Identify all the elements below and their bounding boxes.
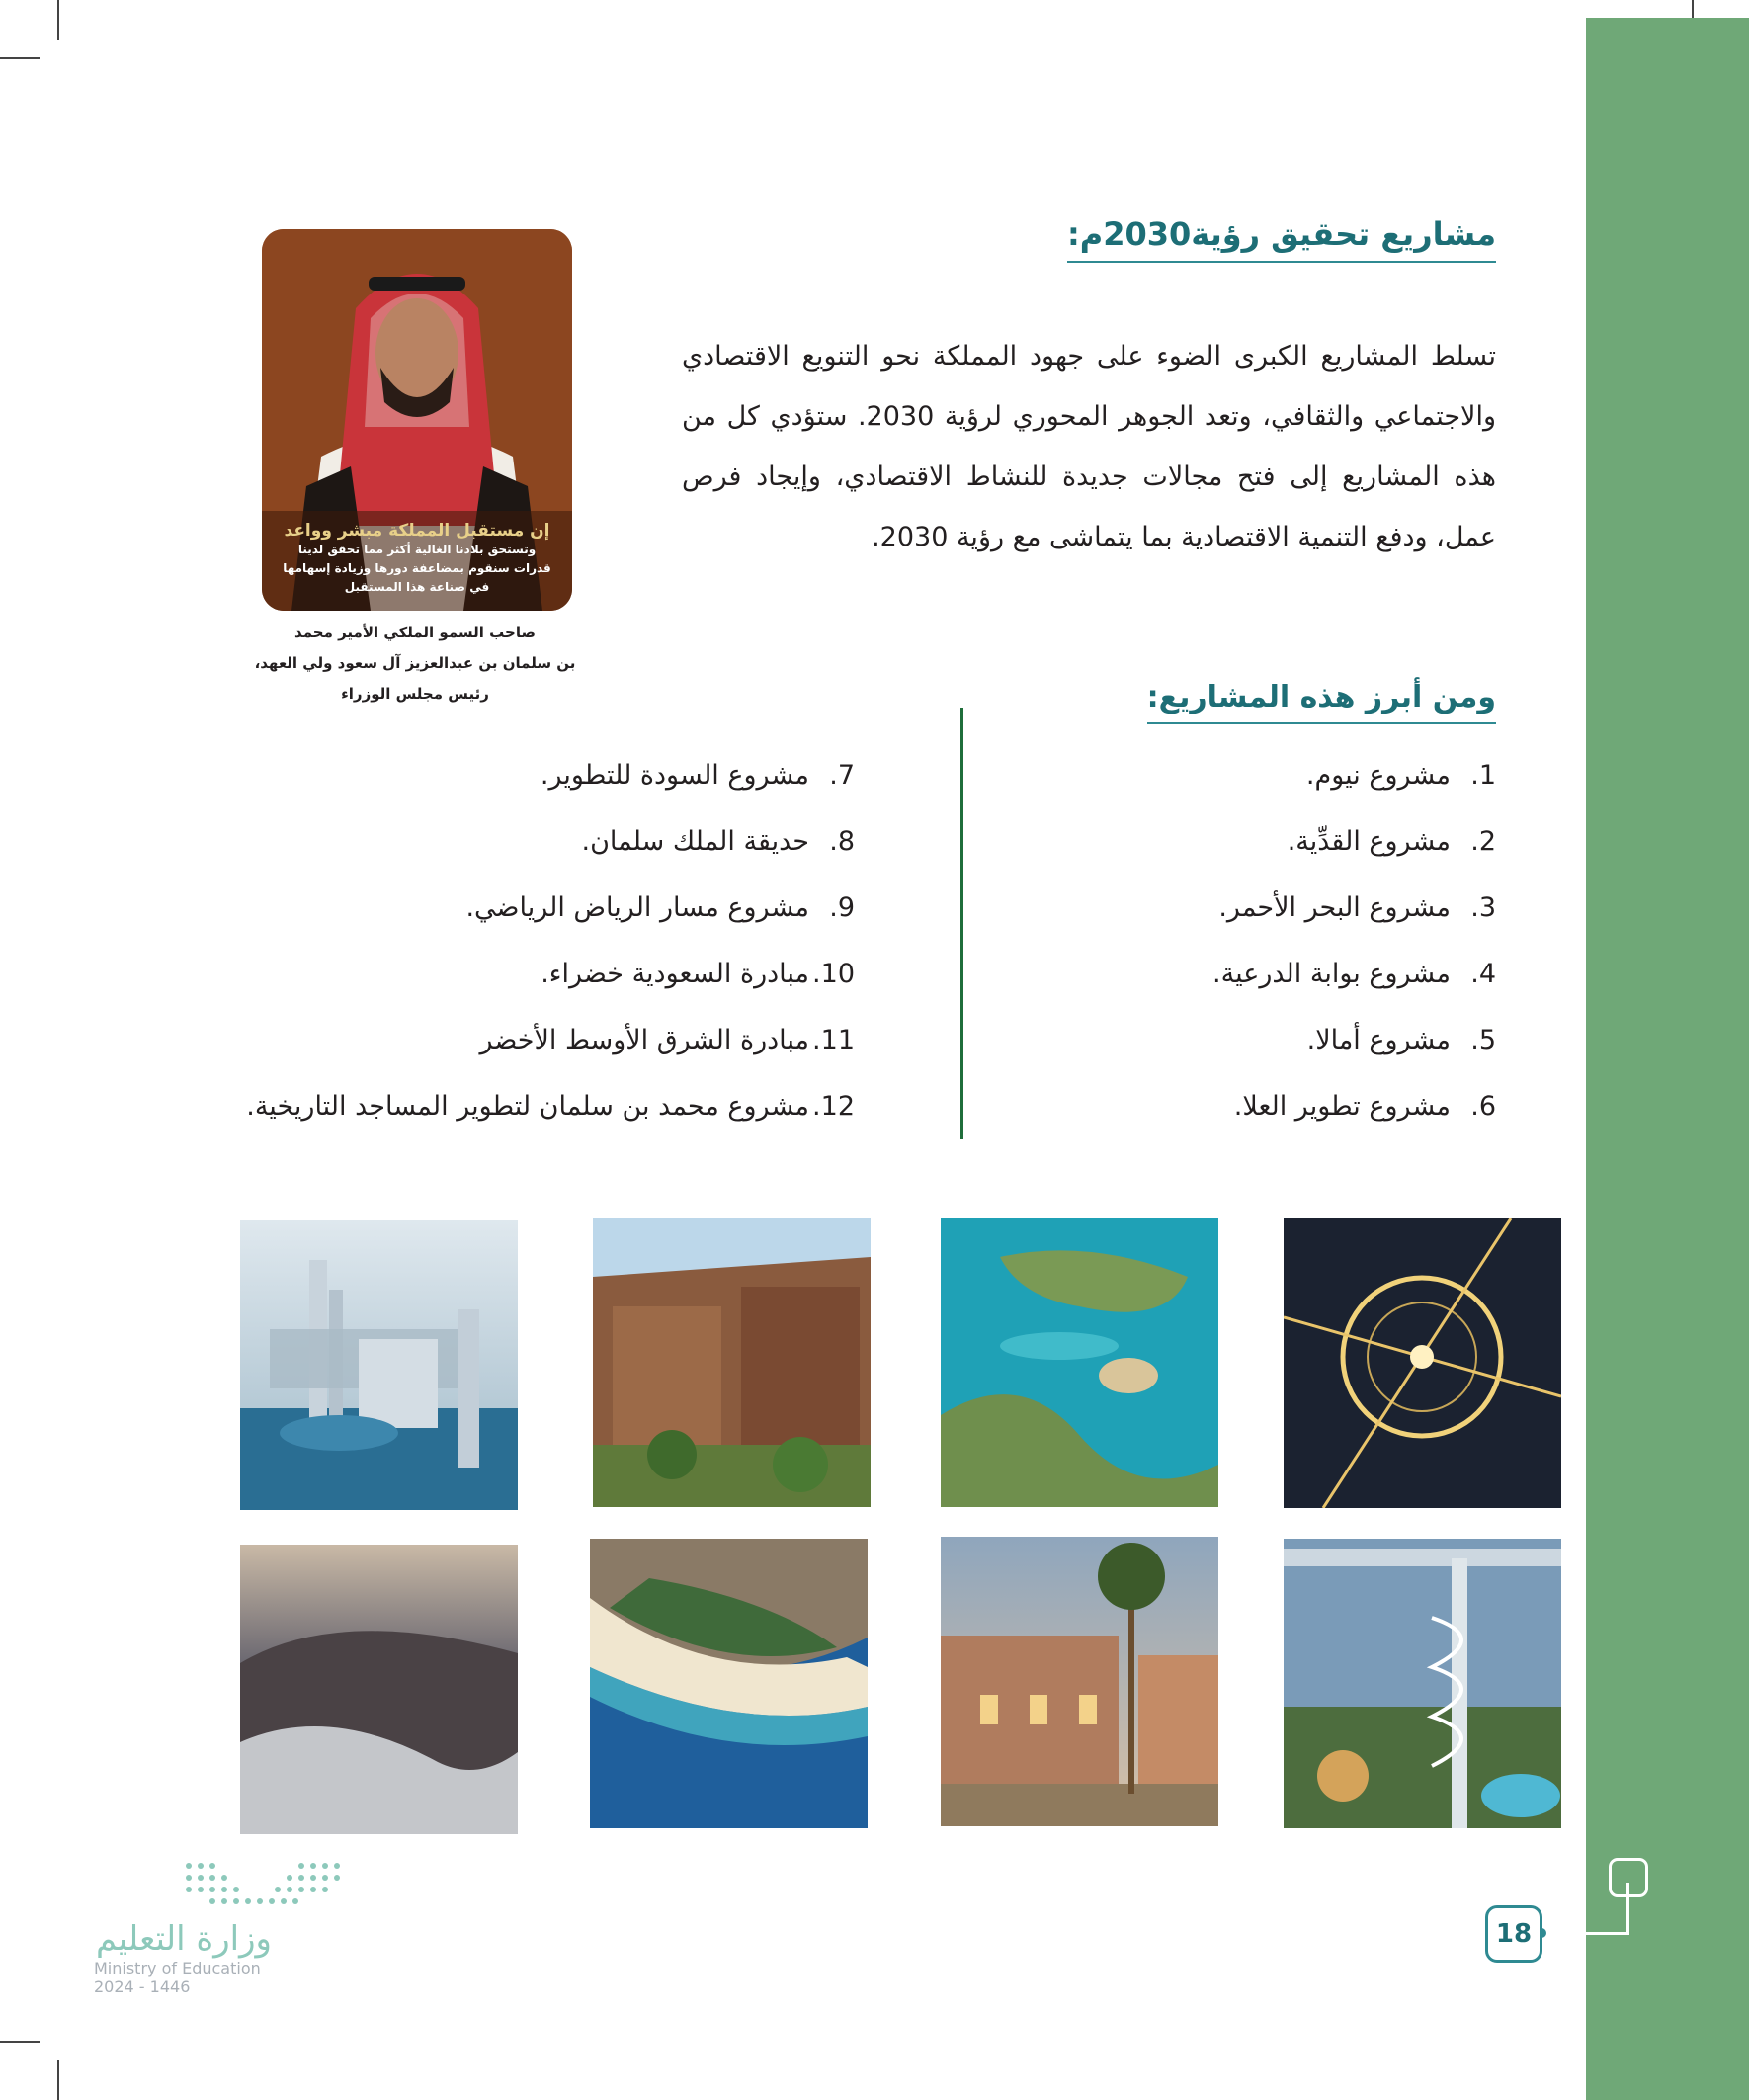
item-number: 8. bbox=[829, 826, 855, 857]
item-text: مبادرة السعودية خضراء. bbox=[541, 959, 809, 989]
crop-mark bbox=[57, 2060, 59, 2100]
item-number: 9. bbox=[829, 892, 855, 923]
item-text: حديقة الملك سلمان. bbox=[581, 826, 809, 857]
page-connector-line bbox=[1626, 1883, 1629, 1935]
page-number: 18 bbox=[1485, 1905, 1542, 1963]
item-number: 4. bbox=[1470, 959, 1496, 989]
logo-year: 2024 - 1446 bbox=[94, 1977, 191, 1996]
list-item bbox=[1212, 1082, 1496, 1148]
logo-arabic: وزارة التعليم bbox=[96, 1919, 272, 1959]
item-text: مبادرة الشرق الأوسط الأخضر bbox=[479, 1025, 809, 1055]
item-text: مشروع القدِّية. bbox=[1287, 826, 1451, 857]
list-item bbox=[246, 1016, 855, 1082]
quote-line: في صناعة هذا المستقبل bbox=[344, 580, 490, 594]
item-text: مشروع السودة للتطوير. bbox=[540, 760, 809, 791]
list-item bbox=[1212, 1016, 1496, 1082]
item-text: مشروع مسار الرياض الرياضي. bbox=[465, 892, 809, 923]
item-number: 10. bbox=[812, 959, 855, 989]
list-item bbox=[1212, 751, 1496, 817]
ministry-logo bbox=[94, 1860, 351, 1996]
item-number: 7. bbox=[829, 760, 855, 791]
logo-english: Ministry of Education bbox=[94, 1959, 261, 1977]
intro-paragraph: تسلط المشاريع الكبرى الضوء على جهود المملكة نحو التنويع الاقتصادي والاجتماعي والثقافي، وتعد الجوهر المحوري لرؤية 2030. ستؤدي كل من هذه المشاريع إلى فتح مجالات جديدة للنشاط الاقتصادي، وإيجاد فرص عمل، ودفع التنمية الاقتصادية بما يتماشى مع رؤية 2030. bbox=[682, 341, 1496, 552]
caption-line: رئيس مجلس الوزراء bbox=[341, 685, 489, 703]
crop-mark bbox=[0, 2041, 40, 2043]
page-number-box bbox=[1485, 1905, 1542, 1963]
photo-red-sea-islands bbox=[941, 1218, 1218, 1507]
quote-line: وتستحق بلادنا الغالية أكثر مما تحقق لدينا bbox=[297, 543, 537, 556]
crop-mark bbox=[0, 57, 40, 59]
item-text: مشروع بوابة الدرعية. bbox=[1212, 959, 1451, 989]
logo-dots-icon bbox=[183, 1860, 351, 1911]
item-number: 1. bbox=[1470, 760, 1496, 791]
quote-title: إن مستقبل المملكة مبشر وواعد bbox=[284, 521, 550, 541]
item-number: 3. bbox=[1470, 892, 1496, 923]
crop-mark bbox=[57, 0, 59, 40]
item-text: مشروع محمد بن سلمان لتطوير المساجد التاريخية. bbox=[246, 1091, 809, 1122]
page-connector-line bbox=[1541, 1932, 1628, 1935]
photo-city-skyline bbox=[240, 1220, 518, 1510]
list-item bbox=[1212, 817, 1496, 883]
quote-line: قدرات سنقوم بمضاعفة دورها وزيادة إسهامها bbox=[283, 561, 551, 575]
photo-coast-resort bbox=[590, 1539, 868, 1828]
photo-night-city bbox=[1284, 1218, 1561, 1508]
list-item bbox=[246, 817, 855, 883]
item-number: 12. bbox=[812, 1091, 855, 1122]
portrait-caption bbox=[217, 618, 613, 710]
portrait-quote bbox=[262, 511, 572, 611]
item-text: مشروع تطوير العلا. bbox=[1233, 1091, 1451, 1122]
list-item bbox=[246, 1082, 855, 1148]
list-item bbox=[1212, 950, 1496, 1016]
list-item bbox=[246, 950, 855, 1016]
caption-line: بن سلمان بن عبدالعزيز آل سعود ولي العهد، bbox=[254, 654, 576, 672]
item-text: مشروع أمالا. bbox=[1306, 1025, 1451, 1055]
side-band bbox=[1586, 18, 1749, 2100]
item-number: 2. bbox=[1470, 826, 1496, 857]
section-heading: مشاريع تحقيق رؤية2030م: bbox=[1067, 215, 1496, 263]
list-item bbox=[246, 751, 855, 817]
photo-diriyah-buildings bbox=[593, 1218, 871, 1507]
column-divider bbox=[960, 708, 963, 1139]
photo-tower-park bbox=[1284, 1539, 1561, 1828]
projects-list-right bbox=[1212, 751, 1496, 1148]
projects-subheading: ومن أبرز هذه المشاريع: bbox=[1147, 680, 1496, 724]
caption-line: صاحب السمو الملكي الأمير محمد bbox=[294, 624, 536, 641]
item-number: 5. bbox=[1470, 1025, 1496, 1055]
list-item bbox=[1212, 883, 1496, 950]
photo-mountain-fog bbox=[240, 1545, 518, 1834]
item-text: مشروع البحر الأحمر. bbox=[1218, 892, 1451, 923]
projects-list-left bbox=[246, 751, 855, 1148]
item-text: مشروع نيوم. bbox=[1305, 760, 1451, 791]
item-number: 6. bbox=[1470, 1091, 1496, 1122]
portrait-card bbox=[262, 229, 572, 611]
item-number: 11. bbox=[812, 1025, 855, 1055]
photo-palm-plaza bbox=[941, 1537, 1218, 1826]
list-item bbox=[246, 883, 855, 950]
